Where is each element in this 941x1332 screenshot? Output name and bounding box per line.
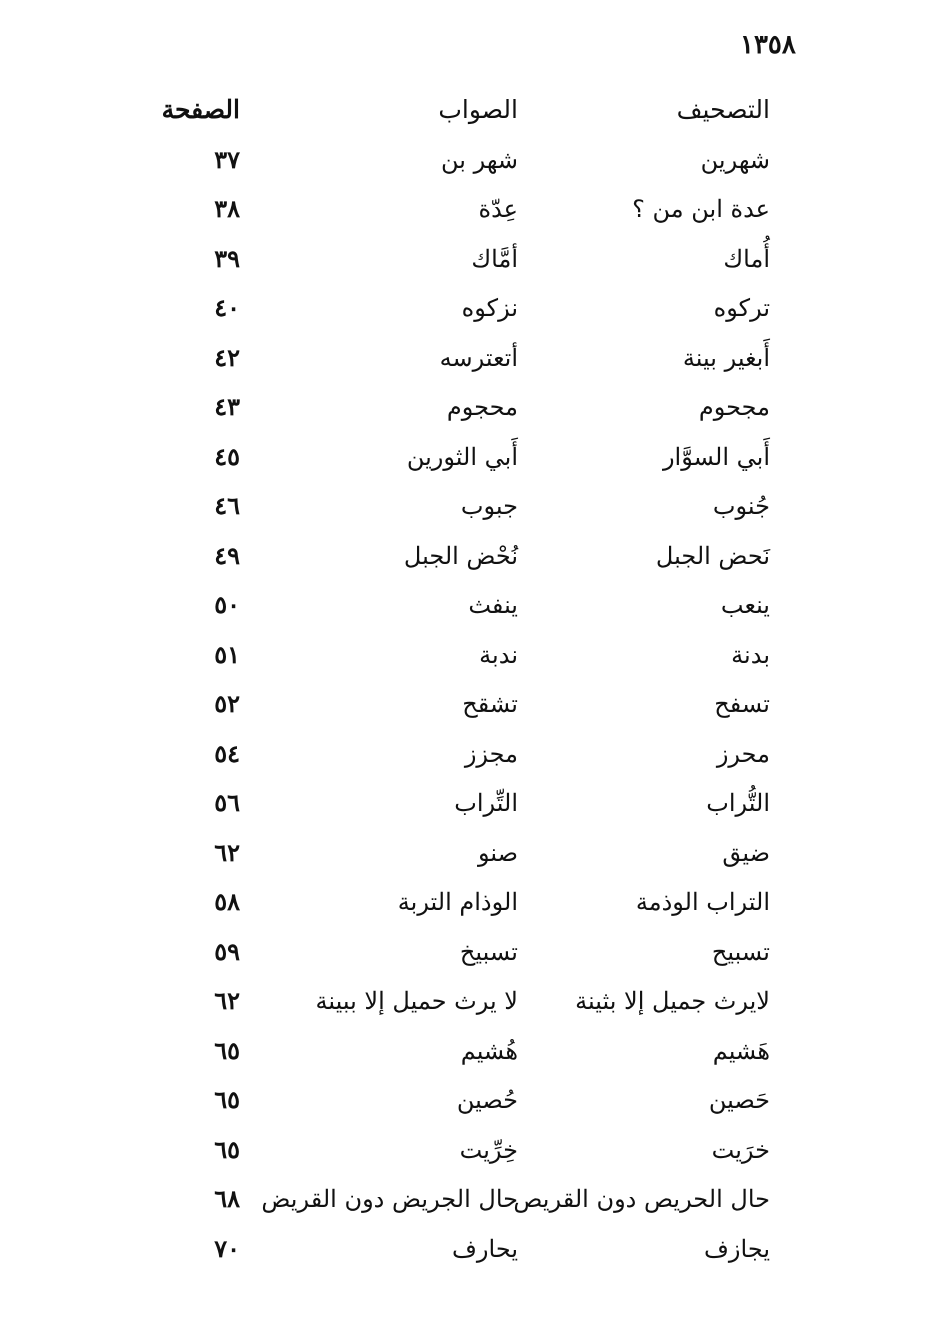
table-row xyxy=(150,633,790,683)
correct-term: جبوب xyxy=(460,492,518,520)
correct-term: حال الجريض دون القريض xyxy=(261,1185,518,1213)
correct-term: أمَّاك xyxy=(471,244,518,273)
page-ref: ٤٢ xyxy=(214,342,240,372)
header-wrong: التصحيف xyxy=(676,95,770,124)
page-ref: ٤٦ xyxy=(214,491,240,520)
page-ref: ٦٢ xyxy=(214,986,240,1015)
wrong-term: التراب الوذمة xyxy=(635,888,770,916)
page-ref: ٤٩ xyxy=(214,540,240,570)
table-row xyxy=(150,385,790,435)
wrong-term: حَصين xyxy=(708,1086,770,1114)
table-row xyxy=(150,286,790,336)
table-row xyxy=(150,1078,790,1128)
table-row xyxy=(150,781,790,831)
table-row xyxy=(150,1227,790,1277)
wrong-term: شهرين xyxy=(700,145,770,174)
header-right: الصواب xyxy=(438,95,518,124)
correct-term: ندبة xyxy=(479,640,518,669)
table-row xyxy=(150,138,790,188)
table-row xyxy=(150,484,790,534)
wrong-term: ينعب xyxy=(720,591,770,619)
correct-term: محجوم xyxy=(446,393,518,421)
correct-term: نزكوه xyxy=(461,294,518,322)
correct-term: ينفث xyxy=(468,591,518,619)
wrong-term: عدة ابن من ؟ xyxy=(632,195,770,223)
page-ref: ٣٩ xyxy=(214,243,240,273)
page-number: ١٣٥٨ xyxy=(740,30,796,60)
table-row xyxy=(150,831,790,881)
wrong-term: التُّراب xyxy=(706,789,770,817)
page-ref: ٤٥ xyxy=(214,441,240,471)
correct-term: التِّراب xyxy=(454,789,518,817)
correct-term: شهر بن xyxy=(441,145,518,174)
wrong-term: مجحوم xyxy=(698,393,770,421)
correct-term: نُحْض الجبل xyxy=(403,541,518,570)
page-ref: ٥١ xyxy=(214,639,240,669)
correct-term: عِدّة xyxy=(478,195,518,223)
wrong-term: تركوه xyxy=(713,294,770,322)
table-row xyxy=(150,534,790,584)
table-row xyxy=(150,435,790,485)
wrong-term: أَبغير بينة xyxy=(682,343,770,372)
errata-table xyxy=(150,88,790,1276)
wrong-term: خرَيت xyxy=(711,1135,770,1164)
header-page: الصفحة xyxy=(161,95,240,124)
table-row xyxy=(150,732,790,782)
wrong-term: أَبي السوَّار xyxy=(662,442,770,471)
page-ref: ٧٠ xyxy=(214,1233,240,1263)
page-ref: ٦٥ xyxy=(214,1134,240,1164)
correct-term: خِرِّيت xyxy=(459,1135,518,1164)
page-ref: ٦٨ xyxy=(214,1184,240,1213)
page-ref: ٤٣ xyxy=(214,392,240,421)
table-row xyxy=(150,682,790,732)
correct-term: صنو xyxy=(477,838,518,867)
table-row xyxy=(150,336,790,386)
page-ref: ٥٩ xyxy=(214,936,240,966)
table-row xyxy=(150,1177,790,1227)
page-ref: ٣٨ xyxy=(214,194,240,223)
table-row xyxy=(150,237,790,287)
table-row xyxy=(150,583,790,633)
wrong-term: حال الحريص دون القريص xyxy=(513,1185,770,1213)
wrong-term: نَحض الجبل xyxy=(655,541,770,570)
page-ref: ٤٠ xyxy=(214,293,240,322)
wrong-term: يجازف xyxy=(704,1234,770,1263)
table-row xyxy=(150,930,790,980)
wrong-term: تسبيح xyxy=(711,937,770,966)
table-row xyxy=(150,1029,790,1079)
correct-term: مجزز xyxy=(464,739,518,768)
table-row xyxy=(150,880,790,930)
wrong-term: أُماك xyxy=(723,244,770,273)
correct-term: لا يرث حميل إلا ببينة xyxy=(315,987,518,1015)
correct-term: أَبي الثورين xyxy=(406,442,518,471)
correct-term: يحارف xyxy=(452,1234,518,1263)
page-ref: ٦٢ xyxy=(214,837,240,867)
page-ref: ٥٢ xyxy=(214,689,240,718)
page-ref: ٣٧ xyxy=(214,144,240,174)
wrong-term: ضيق xyxy=(722,838,770,867)
header-row xyxy=(150,88,790,138)
correct-term: أتعترسه xyxy=(439,343,518,372)
wrong-term: لايرث جميل إلا بثينة xyxy=(575,987,770,1015)
wrong-term: تسفح xyxy=(714,690,770,718)
page-ref: ٦٥ xyxy=(214,1085,240,1114)
correct-term: هُشيم xyxy=(460,1036,518,1065)
wrong-term: هَشيم xyxy=(712,1036,770,1065)
correct-term: حُصين xyxy=(456,1086,518,1114)
page-ref: ٥٠ xyxy=(214,590,240,619)
table-row xyxy=(150,979,790,1029)
table-row xyxy=(150,187,790,237)
wrong-term: جُنوب xyxy=(712,492,770,520)
correct-term: تشقح xyxy=(462,690,518,718)
wrong-term: بدنة xyxy=(731,640,770,669)
correct-term: تسبيخ xyxy=(459,937,518,966)
page-ref: ٥٤ xyxy=(214,738,240,768)
page-ref: ٦٥ xyxy=(214,1035,240,1065)
page-ref: ٥٦ xyxy=(214,788,240,817)
page-ref: ٥٨ xyxy=(214,887,240,916)
table-row xyxy=(150,1128,790,1178)
correct-term: الوذام التربة xyxy=(397,888,518,916)
wrong-term: محرز xyxy=(716,739,770,768)
